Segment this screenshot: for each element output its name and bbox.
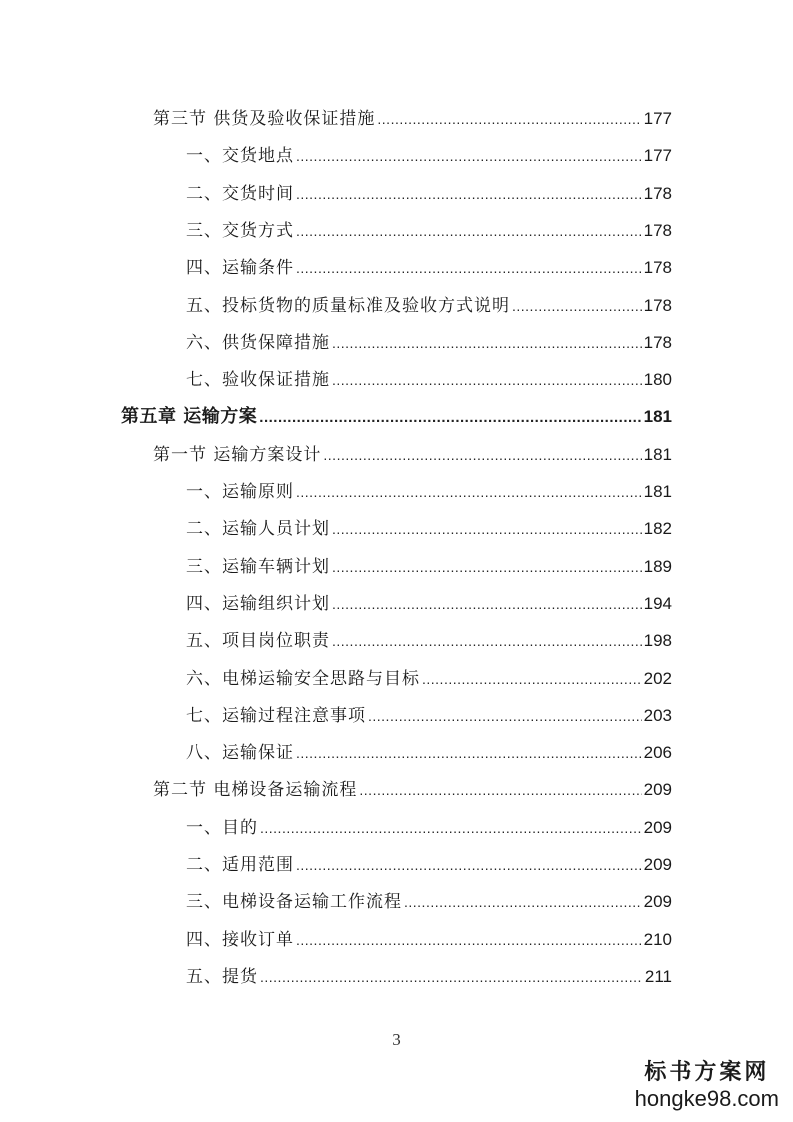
toc-entry-title: 一、运输原则 xyxy=(186,482,294,502)
dot-leader xyxy=(259,403,641,433)
toc-entry-page: 178 xyxy=(643,220,672,240)
dot-leader xyxy=(377,104,641,134)
toc-entry-title: 第五章 运输方案 xyxy=(121,406,258,428)
toc-entry-title: 三、运输车辆计划 xyxy=(186,556,330,577)
toc-entry-title: 一、目的 xyxy=(186,817,258,838)
dot-leader xyxy=(296,179,642,209)
toc-entry-page: 180 xyxy=(643,370,672,390)
toc-entry-page: 202 xyxy=(643,668,672,688)
toc-item xyxy=(186,589,672,619)
watermark-logo xyxy=(635,1060,779,1112)
toc-entry-title: 二、交货时间 xyxy=(186,183,294,204)
toc-item xyxy=(186,925,672,955)
toc-item xyxy=(186,253,672,283)
toc-item xyxy=(186,664,672,694)
toc-entry-page: 177 xyxy=(643,109,672,128)
toc-entry-page: 209 xyxy=(643,855,672,874)
toc-item xyxy=(186,626,672,656)
toc-entry-title: 三、交货方式 xyxy=(186,220,294,241)
toc-entry-page: 209 xyxy=(643,892,672,912)
dot-leader xyxy=(332,514,642,544)
toc-entry-page: 210 xyxy=(643,929,672,949)
toc-entry-page: 198 xyxy=(643,631,672,651)
toc-entry-title: 第二节 电梯设备运输流程 xyxy=(153,780,358,801)
toc-entry-title: 六、供货保障措施 xyxy=(186,332,330,353)
toc-entry-title: 五、项目岗位职责 xyxy=(186,631,330,652)
toc-entry-title: 二、运输人员计划 xyxy=(186,519,330,540)
toc-entry-page: 178 xyxy=(643,183,672,203)
toc-item xyxy=(186,477,672,507)
toc-entry-page: 181 xyxy=(643,407,672,427)
toc-item xyxy=(186,291,672,321)
toc-entry-title: 五、投标货物的质量标准及验收方式说明 xyxy=(186,295,510,316)
toc-entry-page: 177 xyxy=(643,146,672,166)
toc-entry-page: 181 xyxy=(643,482,672,501)
toc-item xyxy=(186,813,672,843)
toc-item xyxy=(186,179,672,209)
dot-leader xyxy=(296,141,642,171)
dot-leader xyxy=(332,328,642,358)
toc-item xyxy=(186,365,672,395)
dot-leader xyxy=(296,738,642,768)
toc-item xyxy=(186,216,672,246)
toc-entry-page: 206 xyxy=(643,743,672,763)
dot-leader xyxy=(404,887,642,917)
toc-entry-page: 178 xyxy=(643,332,672,352)
dot-leader xyxy=(323,440,641,470)
toc-item xyxy=(186,850,672,880)
toc-item xyxy=(186,552,672,582)
toc-entry-title: 第三节 供货及验收保证措施 xyxy=(153,109,376,129)
toc-entry-title: 七、运输过程注意事项 xyxy=(186,705,366,726)
page-number: 3 xyxy=(392,1030,401,1049)
toc-entry-page: 209 xyxy=(643,817,672,837)
toc-chapter xyxy=(121,402,672,432)
toc-entry-page: 178 xyxy=(643,258,672,278)
dot-leader xyxy=(260,962,643,992)
watermark-domain-text: hongke98.com xyxy=(634,1086,779,1111)
toc-entry-title: 第一节 运输方案设计 xyxy=(153,444,322,465)
toc-entry-page: 181 xyxy=(643,444,672,464)
dot-leader xyxy=(332,589,642,619)
toc-entry-page: 211 xyxy=(644,966,672,986)
dot-leader xyxy=(512,291,642,321)
watermark-chinese-text: 标书方案网 xyxy=(644,1060,770,1085)
toc-entry-title: 四、接收订单 xyxy=(186,929,294,950)
toc-section xyxy=(153,775,672,805)
toc-entry-title: 二、适用范围 xyxy=(186,855,294,875)
dot-leader xyxy=(296,477,642,507)
toc-entry-page: 182 xyxy=(643,519,672,539)
dot-leader xyxy=(368,701,642,731)
dot-leader xyxy=(296,216,642,246)
toc-entry-page: 203 xyxy=(643,705,672,725)
toc-entry-title: 七、验收保证措施 xyxy=(186,370,330,391)
toc-item xyxy=(186,514,672,544)
toc-item xyxy=(186,887,672,917)
dot-leader xyxy=(359,775,641,805)
dot-leader xyxy=(422,664,642,694)
toc-item xyxy=(186,738,672,768)
toc-entry-page: 178 xyxy=(643,295,672,315)
toc-item xyxy=(186,701,672,731)
toc-entry-title: 八、运输保证 xyxy=(186,743,294,764)
toc-section xyxy=(153,440,672,470)
dot-leader xyxy=(332,552,642,582)
dot-leader xyxy=(260,813,642,843)
toc-entry-title: 四、运输组织计划 xyxy=(186,593,330,614)
dot-leader xyxy=(332,626,642,656)
dot-leader xyxy=(296,850,642,880)
dot-leader xyxy=(296,925,642,955)
toc-entry-title: 五、提货 xyxy=(186,966,258,987)
dot-leader xyxy=(296,253,642,283)
toc-entry-page: 194 xyxy=(643,593,672,613)
toc-item xyxy=(186,962,672,992)
toc-entry-page: 189 xyxy=(643,556,672,576)
toc-item xyxy=(186,328,672,358)
toc-section xyxy=(153,104,672,134)
toc-entry-title: 一、交货地点 xyxy=(186,146,294,167)
toc-item xyxy=(186,141,672,171)
toc-entry-title: 三、电梯设备运输工作流程 xyxy=(186,892,402,913)
toc-entry-title: 六、电梯运输安全思路与目标 xyxy=(186,668,420,689)
toc-entry-page: 209 xyxy=(643,780,672,800)
toc-entry-title: 四、运输条件 xyxy=(186,258,294,279)
dot-leader xyxy=(332,365,642,395)
